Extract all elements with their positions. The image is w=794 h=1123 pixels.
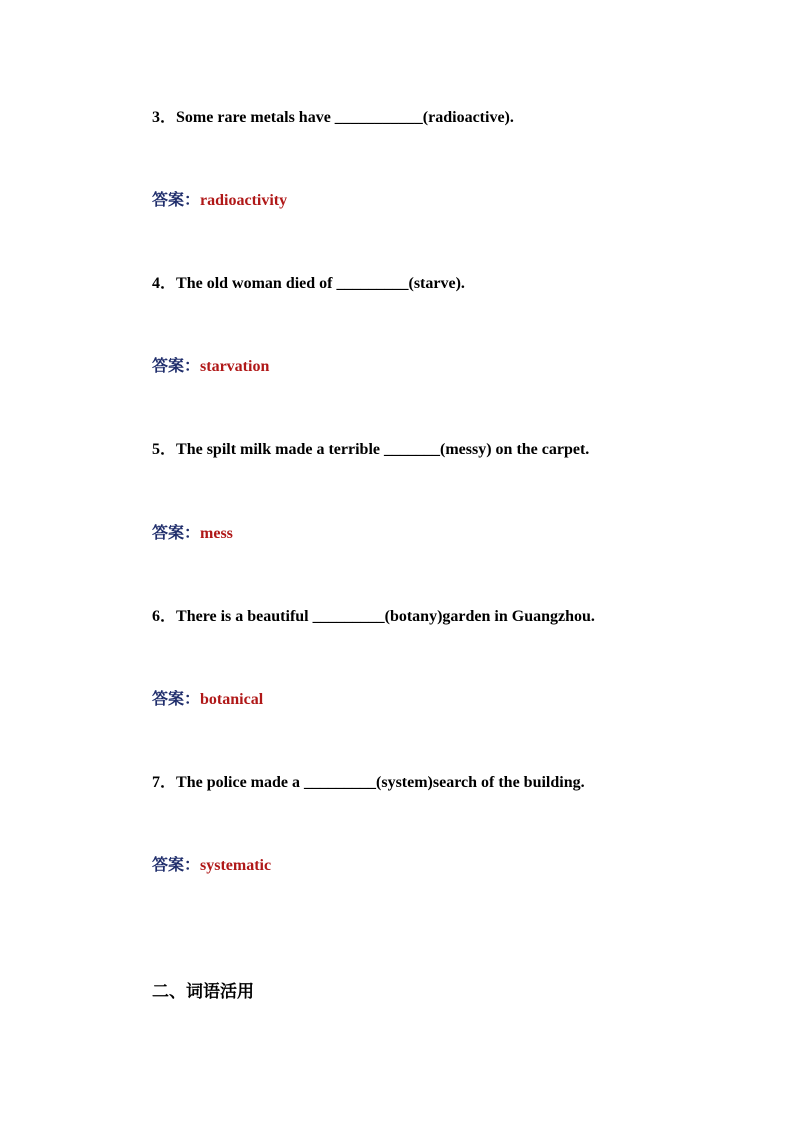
answer-label: 答案：	[152, 358, 201, 375]
answer-value: radioactivity	[200, 192, 288, 209]
question-text: The police made a _________(system)search of the building.	[176, 774, 585, 791]
answer-value: systematic	[200, 857, 272, 874]
question-3	[152, 108, 514, 128]
question-number: 3．	[152, 109, 177, 126]
question-7	[152, 773, 585, 793]
answer-value: botanical	[200, 691, 264, 708]
question-number: 4．	[152, 275, 177, 292]
question-number: 6．	[152, 608, 177, 625]
answer-label: 答案：	[152, 691, 201, 708]
answer-value: starvation	[200, 358, 270, 375]
answer-value: mess	[200, 525, 233, 542]
answer-5	[152, 524, 233, 544]
question-text: Some rare metals have ___________(radioactive).	[176, 109, 514, 126]
question-text: The old woman died of _________(starve).	[176, 275, 465, 292]
question-number: 5．	[152, 441, 177, 458]
question-6	[152, 607, 595, 627]
answer-7	[152, 856, 271, 876]
answer-6	[152, 690, 263, 710]
section-heading: 二、词语活用	[152, 982, 254, 1001]
answer-3	[152, 191, 287, 211]
question-text: There is a beautiful _________(botany)garden in Guangzhou.	[176, 608, 595, 625]
answer-label: 答案：	[152, 192, 201, 209]
question-text: The spilt milk made a terrible _______(messy) on the carpet.	[176, 441, 590, 458]
question-5	[152, 440, 589, 460]
question-number: 7．	[152, 774, 177, 791]
answer-4	[152, 357, 269, 377]
answer-label: 答案：	[152, 857, 201, 874]
answer-label: 答案：	[152, 525, 201, 542]
question-4	[152, 274, 465, 294]
